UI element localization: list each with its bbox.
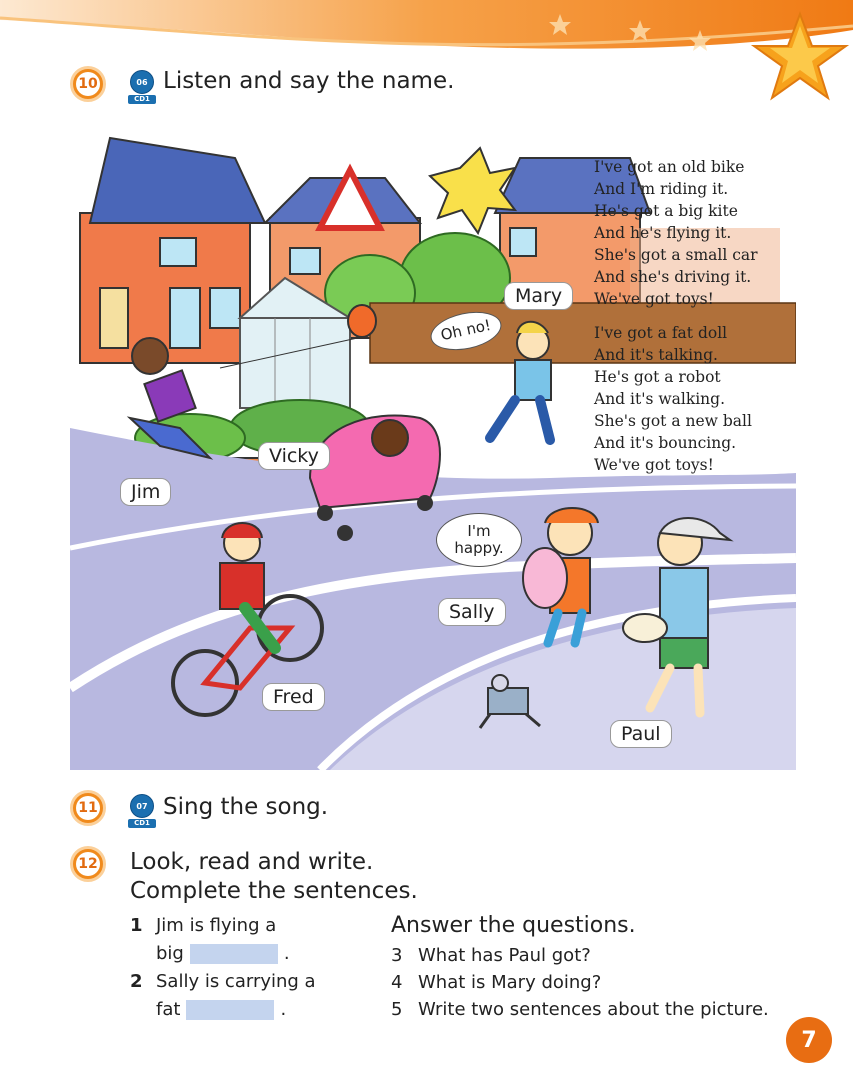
speech-text: I'm [467,522,491,540]
cd-disc-icon: 06 [130,70,154,94]
lyric-line: And he's flying it. [594,224,732,242]
question-3-text: What has Paul got? [418,945,591,966]
answer-blank-1[interactable] [190,944,278,964]
cd-track-07-icon[interactable] [128,794,156,828]
song-lyrics [594,156,794,476]
cd-label: CD1 [128,95,156,104]
page-number: 7 [786,1017,832,1063]
exercise-12-instruction-line2: Complete the sentences. [130,878,418,904]
house-left [80,138,265,363]
lyric-line: And I'm riding it. [594,180,729,198]
name-label-jim[interactable]: Jim [120,478,171,506]
lyric-line: We've got toys! [594,456,714,474]
item-2-number: 2 [130,971,143,992]
item-1-word: big [156,943,184,964]
name-label-sally[interactable]: Sally [438,598,506,626]
lyric-line: He's got a big kite [594,202,738,220]
speech-text: Oh no! [439,315,493,345]
exercise-10-number: 10 [70,66,106,102]
lyric-line: He's got a robot [594,368,721,386]
item-2-line2 [156,999,286,1020]
speech-text: happy. [454,539,504,557]
name-label-mary[interactable]: Mary [504,282,573,310]
name-label-fred[interactable]: Fred [262,683,325,711]
question-4-number: 4 [391,972,403,993]
item-1-end: . [283,943,290,964]
lyric-line: And it's talking. [594,346,718,364]
question-4-text: What is Mary doing? [418,972,602,993]
exercise-12-number: 12 [70,846,106,882]
answer-blank-2[interactable] [186,1000,274,1020]
street-scene-illustration [70,128,796,770]
exercise-12-instruction-line1: Look, read and write. [130,849,374,875]
speech-bubble-happy [436,513,522,567]
lyric-line: I've got a fat doll [594,324,728,342]
lyric-line: And she's driving it. [594,268,752,286]
item-2-word: fat [156,999,181,1020]
exercise-11-instruction: Sing the song. [163,794,329,820]
name-label-vicky[interactable]: Vicky [258,442,330,470]
lyric-line: She's got a new ball [594,412,752,430]
cd-label: CD1 [128,819,156,828]
item-1-number: 1 [130,915,143,936]
lyric-line: I've got an old bike [594,158,745,176]
question-5-number: 5 [391,999,403,1020]
item-2-end: . [280,999,287,1020]
item-1-line2 [156,943,290,964]
answer-questions-heading: Answer the questions. [391,913,636,938]
exercise-10-instruction: Listen and say the name. [163,68,455,94]
lyric-line: She's got a small car [594,246,758,264]
exercise-11-number: 11 [70,790,106,826]
lyric-line: And it's bouncing. [594,434,737,452]
lyric-line: We've got toys! [594,290,714,308]
item-2-line1: Sally is carrying a [156,971,316,992]
lyric-line: And it's walking. [594,390,726,408]
name-label-paul[interactable]: Paul [610,720,672,748]
cd-disc-icon: 07 [130,794,154,818]
question-3-number: 3 [391,945,403,966]
question-5-text: Write two sentences about the picture. [418,999,769,1020]
item-1-line1: Jim is flying a [156,915,277,936]
cd-track-06-icon[interactable] [128,70,156,104]
